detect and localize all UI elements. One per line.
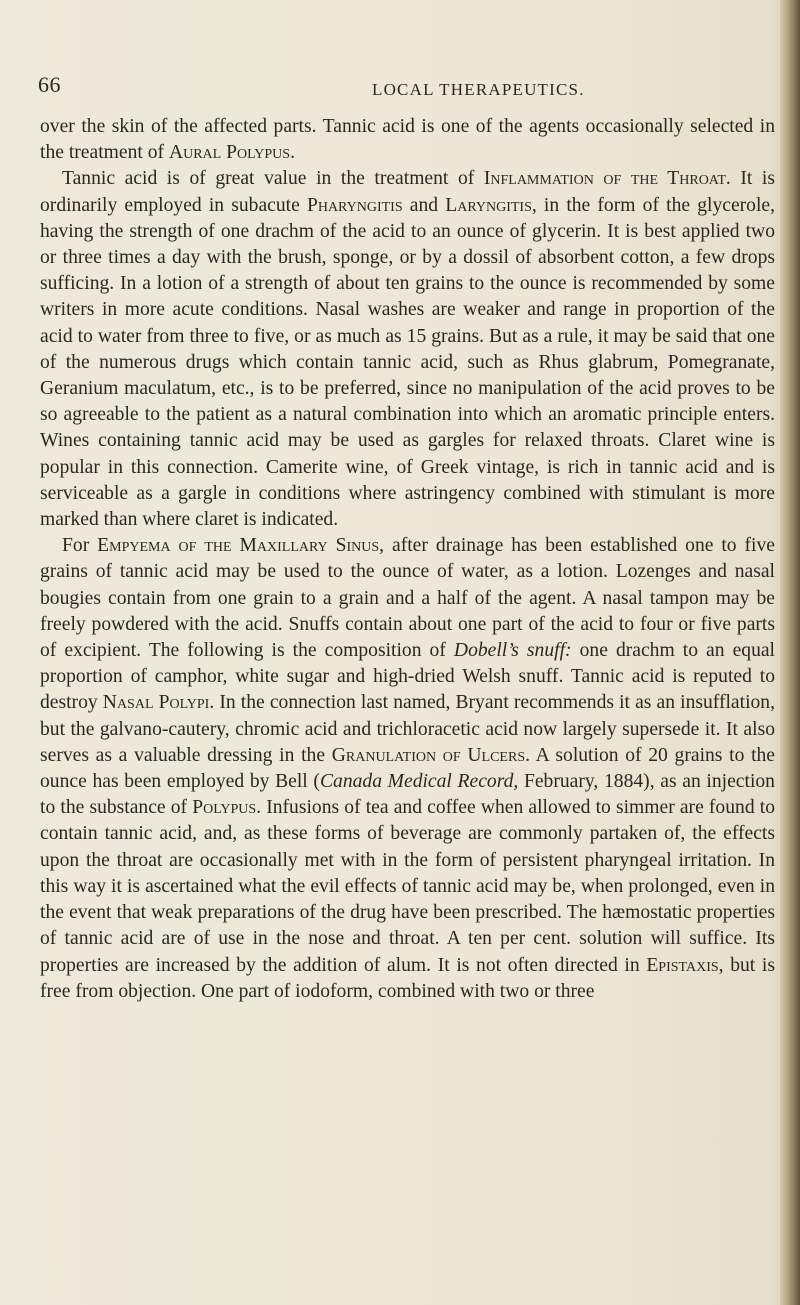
text-run: For [62, 535, 98, 557]
paragraph-2 [40, 166, 775, 533]
paragraph-1 [40, 114, 775, 166]
text-run: and [402, 194, 446, 216]
page-number: 66 [38, 72, 61, 97]
text-run: Tannic acid is of great value in the treatment of [62, 168, 484, 190]
term-epistaxis: Epistaxis [646, 954, 719, 976]
text-run: . In the connection last named, Bryant recommends it as an insufflation, but the galvano-cautery, chromic acid and trichloracetic acid now largely supersede it. It also serves as a valuable dressing in the [40, 692, 776, 766]
text-run: . A solution of 20 grains to the ounce has been employed by Bell ( [40, 744, 776, 793]
term-inflammation-of-throat: Inflammation of the Throat [483, 168, 726, 190]
term-polypus: Polypus [192, 797, 257, 819]
text-run: one drachm to an equal proportion of camphor, white sugar and high-dried Welsh snuff. Tannic acid is reputed to destroy [40, 640, 776, 714]
text-run: February, 1884), as an injection to the substance of [40, 771, 775, 819]
term-empyema-maxillary-sinus: Empyema of the Maxillary Sinus [97, 535, 380, 557]
paragraph-3 [40, 533, 775, 1005]
term-granulation-of-ulcers: Granulation of Ulcers [331, 744, 526, 766]
text-run: , in the form of the glycerole, having the strength of one drachm of the acid to an ounce of glycerin. It is best applied two or three times a day with the brush, sponge, or by a dossil of absorbent cotton, a few drops sufficing. In a lotion of a strength of about ten grains to the ounce is recommended by some writers in more acute conditions. Nasal washes are weaker and range in proportion of the acid to water from three to five, or as much as 15 grains. But as a rule, it may be said that one of the numerous drugs which contain tannic acid, such as Rhus glabrum, Pomegranate, Geranium maculatum, etc., is to be preferred, since no manipulation of the acid proves to be so agreeable to the patient as a natural combination into which an aromatic principle enters. Wines containing tannic acid may be used as gargles for relaxed throats. Claret wine is popular in this connection. Camerite wine, of Greek vintage, is rich in tannic acid and is serviceable as a gargle in conditions where astringency combined with stimulant is more marked than where claret is indicated. [40, 194, 776, 531]
text-run: . It is ordinarily employed in subacute [40, 168, 775, 216]
citation-canada-medical-record: Canada Medical Record, [319, 771, 519, 793]
page-edge-shadow [780, 0, 800, 1305]
term-dobells-snuff: Dobell’s snuff: [453, 640, 572, 662]
text-run: . Infusions of tea and coffee when allowed to simmer are found to contain tannic acid, and, as these forms of beverage are commonly partaken of, the effects upon the throat are occasionally met with in the form of persistent pharyngeal irritation. In this way it is ascertained what the evil effects of tannic acid may be, when prolonged, even in the event that weak preparations of the drug have been prescribed. The hæmostatic properties of tannic acid are of use in the nose and throat. A ten per cent. solution will suffice. Its properties are increased by the addition of alum. It is not often directed in [40, 797, 775, 976]
text-run: , after drainage has been established one to five grains of tannic acid may be used to the ounce of water, as a lotion. Lozenges and nasal bougies contain from one grain to a grain and a half of the agent. A nasal tampon may be freely powdered with the acid. Snuffs contain about one part of the acid to four or five parts of excipient. The following is the composition of [40, 535, 775, 662]
term-laryngitis: Laryngitis [445, 194, 532, 216]
body-text [40, 114, 775, 1005]
text-run: over the skin of the affected parts. Tannic acid is one of the agents occasionally selected in the treatment of [40, 116, 775, 164]
running-head: LOCAL THERAPEUTICS. [372, 80, 585, 99]
term-nasal-polypi: Nasal Polypi [102, 692, 210, 714]
term-aural-polypus: Aural Polypus [168, 142, 291, 164]
text-run: . [290, 142, 295, 164]
text-run: , but is free from objection. One part of iodoform, combined with two or three [40, 954, 775, 1002]
term-pharyngitis: Pharyngitis [306, 194, 403, 216]
